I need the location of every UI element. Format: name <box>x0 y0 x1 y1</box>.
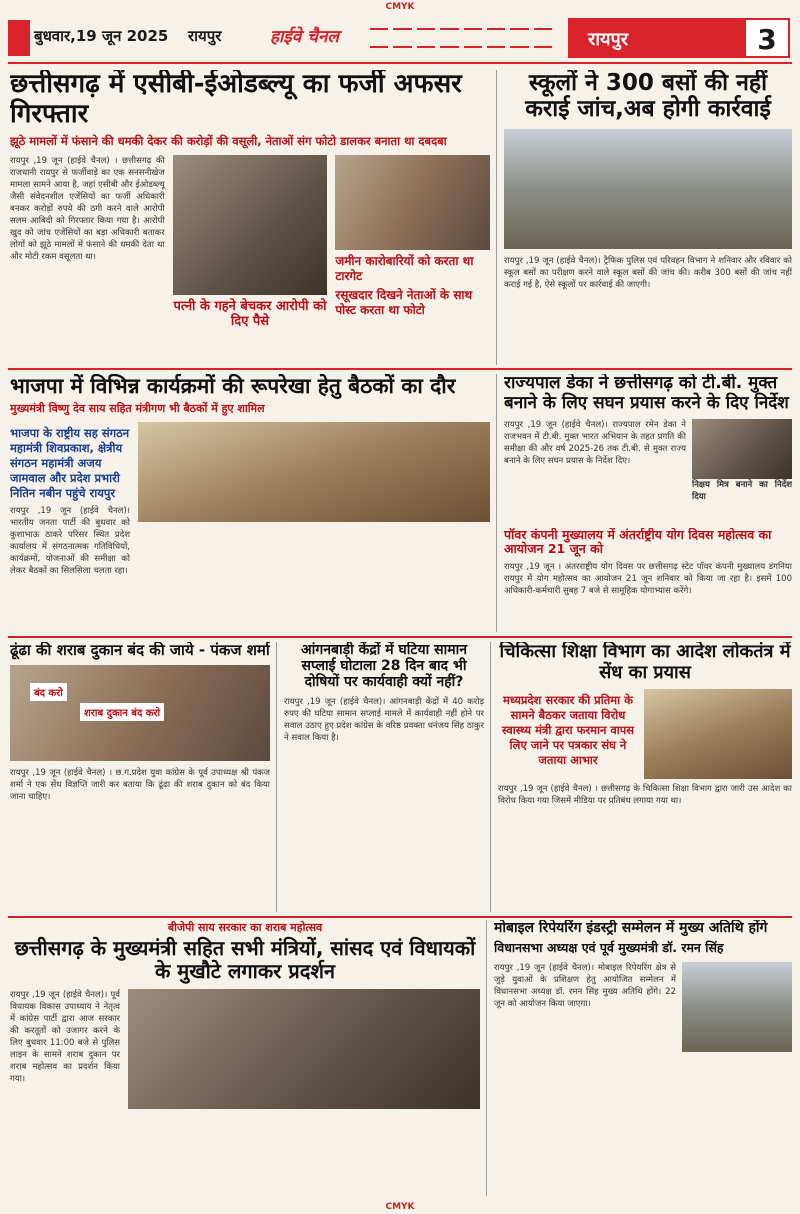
column-divider <box>490 642 491 912</box>
story-sidebar: भाजपा के राष्ट्रीय सह संगठन महामंत्री शिवप्रकाश, क्षेत्रीय संगठन महामंत्री अजय जामवाल और प्रदेश प्रभारी नितिन नबीन पहुंचे रायपुर <box>10 426 130 501</box>
header-left-bar <box>8 20 30 56</box>
protest-sign: बंद करो <box>30 683 67 701</box>
header-section-box <box>568 18 790 58</box>
photo-meeting <box>138 422 490 522</box>
story-body: रायपुर ,19 जून (हाईवे चैनल)। मोबाइल रिपेयरिंग क्षेत्र से जुड़े युवाओं के प्रशिक्षण हेतु आयोजित सम्मेलन में विधानसभा अध्यक्ष डॉ. रमन सिंह मुख्य अतिथि होंगे। 22 जून को आयोजन किया जाएगा। <box>494 963 676 1010</box>
photo-governor <box>692 419 792 479</box>
story-body: रायपुर ,19 जून (हाईवे चैनल)। राज्यपाल रमेन डेका ने राजभवन में टी.बी. मुक्त भारत अभियान के तहत प्रगति की समीक्षा की और वर्ष 2025-26 तक टी.बी. से मुक्त राज्य बनाने के लिए सघन प्रयास के निर्देश दिए। <box>504 420 686 467</box>
story-cm-masks-protest <box>10 920 480 1196</box>
story-inhead: मध्यप्रदेश सरकार की प्रतिमा के सामने बैठकर जताया विरोध स्वास्थ्य मंत्री द्वारा फरमान वापस लिए जाने पर पत्रकार संघ ने जताया आभार <box>501 693 635 768</box>
story-body: रायपुर ,19 जून (हाईवे चैनल) । छ.ग.प्रदेश युवा कांग्रेस के पूर्व उपाध्यक्ष श्री पंकज शर्मा ने एक सेंध विज्ञप्ति जारी कर बताया कि ढूंढा की शराब दुकान को बंद किया जाना चाहिए। <box>10 768 270 803</box>
story-headline: ढूंढा की शराब दुकान बंद की जाये - पंकज शर्मा <box>10 642 270 659</box>
section-rule <box>8 368 792 370</box>
photo-protest <box>10 665 270 761</box>
story-headline: राज्यपाल डेका ने छत्तीसगढ़ को टी.बी. मुक्त बनाने के लिए सघन प्रयास करने के दिए निर्देश <box>504 374 789 413</box>
story-liquor-shop <box>10 642 270 912</box>
story-body: रायपुर ,19 जून (हाईवे चैनल) । छत्तीसगढ़ की राजधानी रायपुर से फर्जीवाड़े का एक सनसनीखेज मामला सामने आया है, जहां एसीबी और ईओडब्ल्यू जैसी संवेदनशील एजेंसियों का फर्जी अधिकारी बनकर करोड़ों रुपये की ठगी करने वाले आरोपी सलम आबिदी को गिरफ्तार किया गया है। आरोपी खुद को जांच एजेंसियों का बड़ा अधिकारी बताकर लोगों को झूठे मामलों में फंसाने की धमकी देता था और मोटी रकम वसूलता था। <box>10 155 165 262</box>
cmyk-marker-top: CMYK <box>385 2 415 12</box>
story-headline: मोबाइल रिपेयरिंग इंडस्ट्री सम्मेलन में मुख्य अतिथि होंगे <box>494 920 768 936</box>
column-divider <box>496 70 497 365</box>
column-divider <box>486 920 487 1196</box>
story-caption: निक्षय मित्र बनाने का निर्देश दिया <box>692 480 792 503</box>
story-subhead: मुख्यमंत्री विष्णु देव साय सहित मंत्रीगण भी बैठकों में हुए शामिल <box>10 402 265 416</box>
column-divider <box>276 642 277 912</box>
story-school-buses <box>504 70 792 365</box>
story-bjp-meetings <box>10 374 490 632</box>
photo-buses <box>504 129 792 249</box>
photo-journalist <box>644 689 792 779</box>
story-body: रायपुर ,19 जून (हाईवे चैनल)। ट्रैफिक पुलिस एवं परिवहन विभाग ने शनिवार और रविवार को स्कूल बसों का परीक्षण करने वाले स्कूल बसों की जांच की। करीब 300 बसों की जांच नहीं कराई गई है, ऐसे स्कूलों पर कार्रवाई की जाएगी। <box>504 255 792 290</box>
header-city: रायपुर <box>188 27 222 45</box>
photo-accused <box>173 155 328 295</box>
page-header <box>8 16 792 64</box>
story-caption: पत्नी के गहने बेचकर आरोपी को दिए पैसे <box>173 298 327 329</box>
story-body: रायपुर ,19 जून (हाईवे चैनल) । छत्तीसगढ़ के चिकित्सा शिक्षा विभाग द्वारा जारी उस आदेश का विरोध किया गया जिसमें मीडिया पर प्रतिबंध लगाया गया था। <box>498 784 792 807</box>
section-rule <box>8 916 792 918</box>
story-headline: छत्तीसगढ़ में एसीबी-ईओडब्ल्यू का फर्जी अफसर गिरफ्तार <box>10 70 462 129</box>
story-kicker: बीजेपी साय सरकार का शराब महोत्सव <box>167 921 323 934</box>
story-body: रायपुर ,19 जून (हाईवे चैनल)। आंगनबाड़ी केंद्रों में 40 करोड़ रुपए की घटिया सामान सप्लाई मामले में कार्यवाही नहीं होने पर सवाल उठाए हुए प्रदेश कांग्रेस के वरिष्ठ प्रवक्ता धनंजय सिंह ठाकुर ने सवाल किया है। <box>284 697 484 744</box>
story-headline: पॉवर कंपनी मुख्यालय में अंतर्राष्ट्रीय योग दिवस महोत्सव का आयोजन 21 जून को <box>504 528 772 557</box>
photo-mask-protest <box>128 989 480 1109</box>
column-divider <box>496 374 497 632</box>
story-yoga-day <box>504 528 792 632</box>
header-section: रायपुर <box>588 29 629 50</box>
cmyk-marker-bottom: CMYK <box>385 1202 415 1212</box>
story-governor-tb <box>504 374 792 524</box>
story-body: रायपुर ,19 जून (हाईवे चैनल)। भारतीय जनता पार्टी की बुधवार को कुशाभाऊ ठाकरे परिसर स्थित प्रदेश कार्यालय में संगठनात्मक गतिविधियों, कार्यक्रमों, योजनाओं की समीक्षा को लेकर बैठकों का सिलसिला चलता रहा। <box>10 506 130 577</box>
story-body: रायपुर ,19 जून । अंतरराष्ट्रीय योग दिवस पर छत्तीसगढ़ स्टेट पॉवर कंपनी मुख्यालय डंगनिया रायपुर में योग महोत्सव का आयोजन 21 जून शनिवार को किया जा रहा है। इसमें 100 अधिकारी-कर्मचारी सुबह 7 बजे से सामूहिक योगाभ्यास करेंगे। <box>504 561 792 596</box>
header-date: बुधवार,19 जून 2025 <box>34 27 169 45</box>
story-medical-education <box>498 642 792 912</box>
story-headline: चिकित्सा शिक्षा विभाग का आदेश लोकतंत्र में सेंध का प्रयास <box>499 642 791 683</box>
story-headline: स्कूलों ने 300 बसों की नहीं कराई जांच,अब होगी कार्रवाई <box>525 70 771 123</box>
story-headline: भाजपा में विभिन्न कार्यक्रमों की रूपरेखा हेतु बैठकों का दौर <box>10 374 456 398</box>
section-rule <box>8 636 792 638</box>
header-brand-logo: हाईवे चैनल <box>270 27 339 47</box>
photo-seminar <box>682 962 792 1052</box>
story-headline: छत्तीसगढ़ के मुख्यमंत्री सहित सभी मंत्रियों, सांसद एवं विधायकों के मुखौटे लगाकर प्रदर्शन <box>14 936 476 983</box>
story-headline: आंगनबाड़ी केंद्रों में घटिया सामान सप्लाई घोटाला 28 दिन बाद भी दोषियों पर कार्यवाही क्यों नहीं? <box>301 642 467 691</box>
header-decoration <box>370 28 552 48</box>
story-body: रायपुर ,19 जून (हाईवे चैनल)। पूर्व विधायक विकास उपाध्याय ने नेतृत्व में कांग्रेस पार्टी द्वारा आज सरकार की करतूतों को उजागर करने के लिए बुधवार 11:00 बजे से पुलिस लाइन के सामने शराब दुकान पर शराब महोत्सव का प्रदर्शन किया गया। <box>10 990 120 1084</box>
photo-handcuffs <box>335 155 490 250</box>
story-subhead: झूठे मामलों में फंसाने की धमकी देकर की करोड़ों की वसूली, नेताओं संग फोटो डालकर बनाता था दबदबा <box>10 133 447 148</box>
story-inhead-1: जमीन कारोबारियों को करता था टारगेट <box>335 253 474 283</box>
story-acb-fake-officer <box>10 70 490 365</box>
story-inhead-2: रसूखदार दिखने नेताओं के साथ पोस्ट करता था फोटो <box>335 287 473 317</box>
story-mobile-repair <box>494 920 792 1196</box>
protest-sign: शराब दुकान बंद करो <box>80 703 164 721</box>
story-anganwadi <box>284 642 484 912</box>
story-subhead: विधानसभा अध्यक्ष एवं पूर्व मुख्यमंत्री डॉ. रमन सिंह <box>494 940 724 956</box>
page-number: 3 <box>744 18 790 58</box>
